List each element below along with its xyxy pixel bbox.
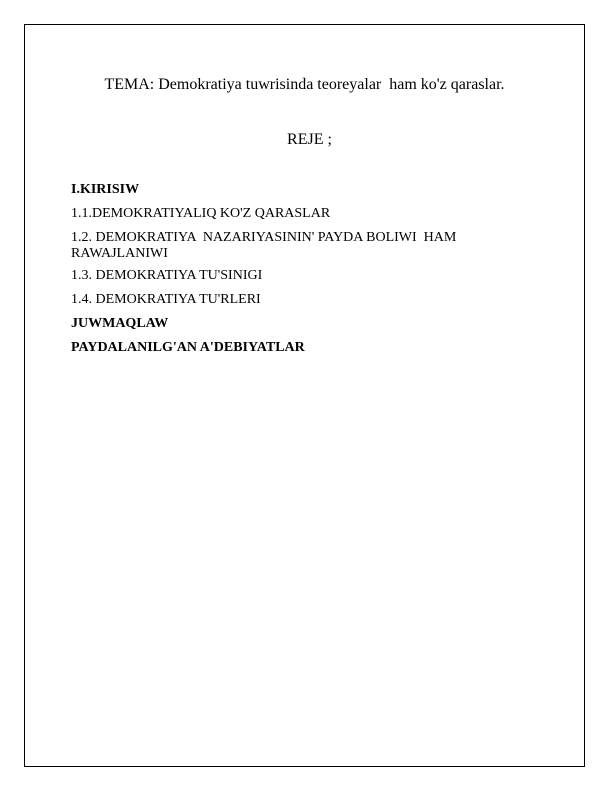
plan-item-conclusion: JUWMAQLAW bbox=[71, 316, 169, 331]
plan-item-references: PAYDALANILG'AN A'DEBIYATLAR bbox=[71, 340, 305, 355]
plan-heading: REJE ; bbox=[287, 131, 332, 148]
plan-item-introduction: I.KIRISIW bbox=[71, 182, 140, 197]
plan-item-1-3: 1.3. DEMOKRATIYA TU'SINIGI bbox=[71, 268, 263, 283]
plan-item-1-1: 1.1.DEMOKRATIYALIQ KO'Z QARASLAR bbox=[71, 206, 331, 221]
plan-item-1-4: 1.4. DEMOKRATIYA TU'RLERI bbox=[71, 292, 261, 307]
plan-list bbox=[71, 182, 541, 364]
plan-item-1-2: 1.2. DEMOKRATIYA NAZARIYASININ' PAYDA BOLIWI HAM RAWAJLANIWI bbox=[71, 230, 460, 261]
document-title: TEMA: Demokratiya tuwrisinda teoreyalar ham ko'z qaraslar. bbox=[104, 76, 505, 93]
